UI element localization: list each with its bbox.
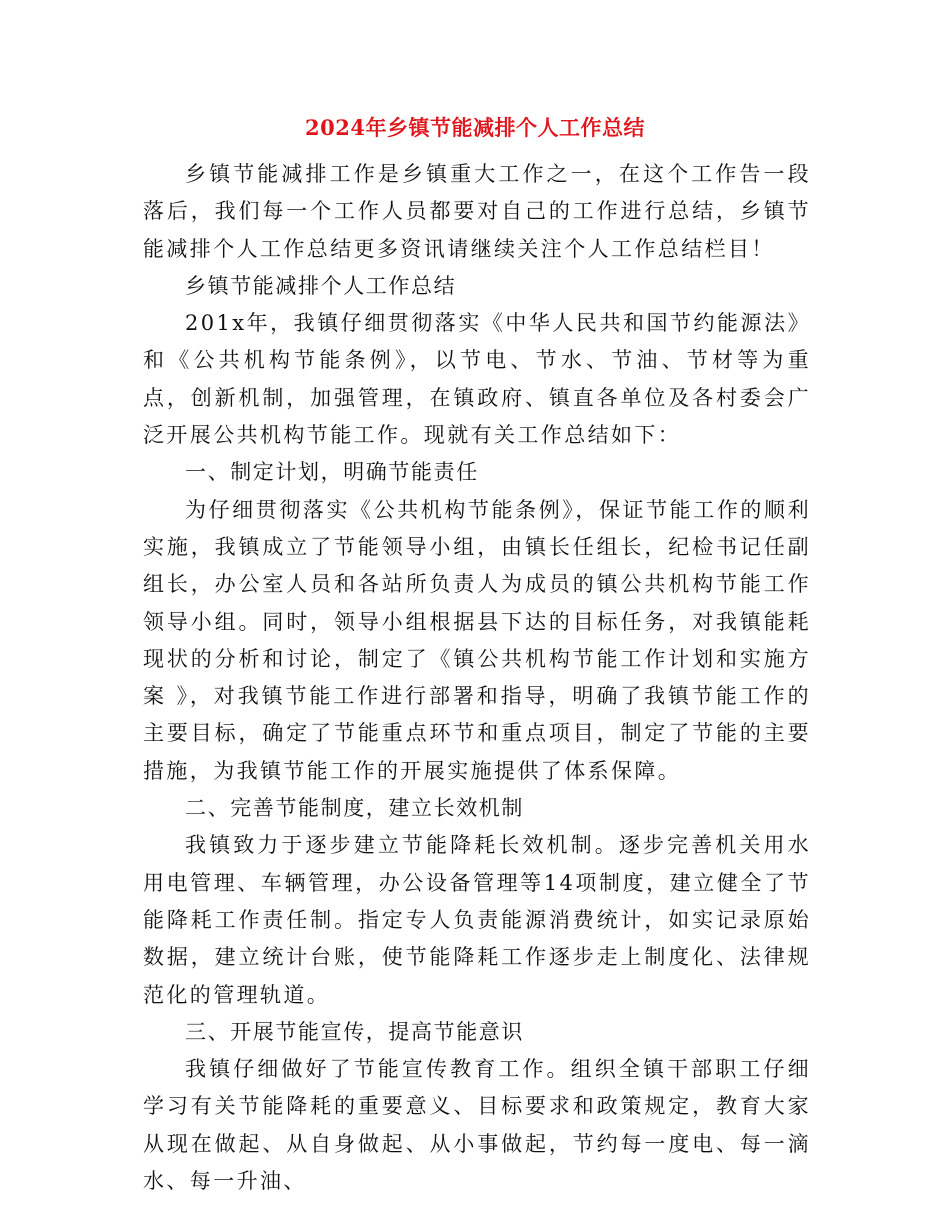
section-heading-2: 二、完善节能制度，建立长效机制: [185, 796, 524, 821]
section-paragraph-3: 我镇仔细做好了节能宣传教育工作。组织全镇干部职工仔细学习有关节能降耗的重要意义、目标要求和政策规定，教育大家从现在做起、从自身做起、从小事做起，节约每一度电、每一滴水、每一升油、: [143, 1057, 811, 1194]
intro-paragraph: 乡镇节能减排工作是乡镇重大工作之一，在这个工作告一段落后，我们每一个工作人员都要对自己的工作进行总结，乡镇节能减排个人工作总结更多资讯请继续关注个人工作总结栏目！: [143, 162, 811, 261]
section-heading-1: 一、制定计划，明确节能责任: [185, 460, 479, 485]
document-body: [143, 156, 811, 1200]
section-heading-3: 三、开展节能宣传，提高节能意识: [185, 1019, 524, 1044]
section-paragraph-1: 为仔细贯彻落实《公共机构节能条例》，保证节能工作的顺利实施，我镇成立了节能领导小组，由镇长任组长，纪检书记任副组长，办公室人员和各站所负责人为成员的镇公共机构节能工作领导小组。同时，领导小组根据县下达的目标任务，对我镇能耗现状的分析和讨论，制定了《镇公共机构节能工作计划和实施方案 》，对我镇节能工作进行部署和指导，明确了我镇节能工作的主要目标，确定了节能重点环节和重点项目，制定了节能的主要措施，为我镇节能工作的开展实施提供了体系保障。: [143, 497, 811, 783]
document-title: 2024年乡镇节能减排个人工作总结: [305, 115, 645, 140]
subtitle-paragraph: 乡镇节能减排个人工作总结: [185, 273, 457, 298]
section-paragraph-2: 我镇致力于逐步建立节能降耗长效机制。逐步完善机关用水用电管理、车辆管理，办公设备管理等14项制度，建立健全了节能降耗工作责任制。指定专人负责能源消费统计，如实记录原始数据，建立统计台账，使节能降耗工作逐步走上制度化、法律规范化的管理轨道。: [143, 833, 811, 1007]
overview-paragraph: 201x年，我镇仔细贯彻落实《中华人民共和国节约能源法》和《公共机构节能条例》，以节电、节水、节油、节材等为重点，创新机制，加强管理，在镇政府、镇直各单位及各村委会广泛开展公共机构节能工作。现就有关工作总结如下：: [143, 311, 811, 448]
